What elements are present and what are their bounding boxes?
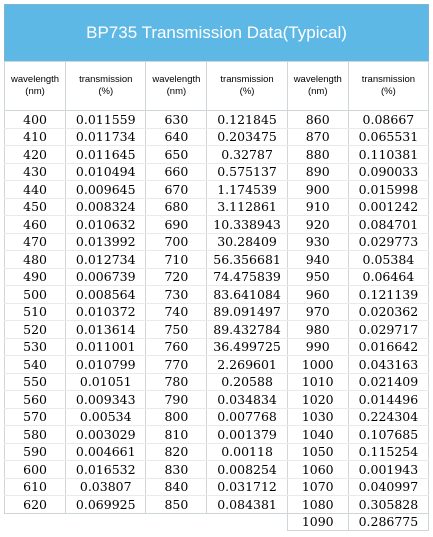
- transmission-cell: 83.641084: [207, 286, 287, 304]
- header-transmission-2: transmission (%): [207, 62, 287, 111]
- wavelength-cell: 980: [287, 321, 348, 339]
- wavelength-cell: 920: [287, 216, 348, 234]
- wavelength-cell: 930: [287, 233, 348, 251]
- wavelength-cell: 500: [5, 286, 66, 304]
- table-row: [5, 181, 429, 199]
- table-row: [5, 426, 429, 444]
- transmission-cell: 0.224304: [348, 408, 428, 426]
- wavelength-cell: 910: [287, 198, 348, 216]
- wavelength-cell: 720: [146, 268, 207, 286]
- wavelength-cell: 650: [146, 146, 207, 164]
- table-row: [5, 478, 429, 496]
- wavelength-cell: 960: [287, 286, 348, 304]
- wavelength-cell: 440: [5, 181, 66, 199]
- transmission-cell: 0.110381: [348, 146, 428, 164]
- header-transmission-1: transmission (%): [66, 62, 146, 111]
- transmission-cell: 0.203475: [207, 128, 287, 146]
- transmission-cell: 0.286775: [348, 513, 428, 531]
- transmission-cell: 0.020362: [348, 303, 428, 321]
- transmission-cell: 0.007768: [207, 408, 287, 426]
- table-row: [5, 268, 429, 286]
- wavelength-cell: 620: [5, 496, 66, 514]
- transmission-cell: 0.20588: [207, 373, 287, 391]
- wavelength-cell: 1040: [287, 426, 348, 444]
- table-row: [5, 146, 429, 164]
- empty-cell: [5, 513, 66, 531]
- wavelength-cell: 1050: [287, 443, 348, 461]
- wavelength-cell: 450: [5, 198, 66, 216]
- wavelength-cell: 870: [287, 128, 348, 146]
- table-row: [5, 356, 429, 374]
- wavelength-cell: 530: [5, 338, 66, 356]
- transmission-cell: 0.008324: [66, 198, 146, 216]
- wavelength-cell: 510: [5, 303, 66, 321]
- wavelength-cell: 680: [146, 198, 207, 216]
- transmission-cell: 0.090033: [348, 163, 428, 181]
- header-wavelength-3: wavelength (nm): [287, 62, 348, 111]
- table-row: [5, 251, 429, 269]
- table-row: [5, 443, 429, 461]
- wavelength-cell: 940: [287, 251, 348, 269]
- wavelength-cell: 1030: [287, 408, 348, 426]
- wavelength-cell: 760: [146, 338, 207, 356]
- wavelength-cell: 1060: [287, 461, 348, 479]
- transmission-cell: 0.305828: [348, 496, 428, 514]
- wavelength-cell: 610: [5, 478, 66, 496]
- wavelength-cell: 750: [146, 321, 207, 339]
- table-row: [5, 513, 429, 531]
- wavelength-cell: 990: [287, 338, 348, 356]
- wavelength-cell: 520: [5, 321, 66, 339]
- wavelength-cell: 540: [5, 356, 66, 374]
- transmission-cell: 0.084701: [348, 216, 428, 234]
- wavelength-cell: 740: [146, 303, 207, 321]
- transmission-cell: 2.269601: [207, 356, 287, 374]
- wavelength-cell: 1020: [287, 391, 348, 409]
- wavelength-cell: 850: [146, 496, 207, 514]
- wavelength-cell: 780: [146, 373, 207, 391]
- header-wavelength-1: wavelength (nm): [5, 62, 66, 111]
- transmission-cell: 0.011001: [66, 338, 146, 356]
- wavelength-cell: 480: [5, 251, 66, 269]
- transmission-cell: 0.012734: [66, 251, 146, 269]
- wavelength-cell: 770: [146, 356, 207, 374]
- transmission-cell: 0.004661: [66, 443, 146, 461]
- empty-cell: [207, 513, 287, 531]
- wavelength-cell: 630: [146, 111, 207, 129]
- wavelength-cell: 800: [146, 408, 207, 426]
- transmission-cell: 0.05384: [348, 251, 428, 269]
- table-row: [5, 163, 429, 181]
- transmission-cell: 89.091497: [207, 303, 287, 321]
- transmission-cell: 0.00534: [66, 408, 146, 426]
- transmission-table: [4, 61, 429, 531]
- transmission-cell: 0.115254: [348, 443, 428, 461]
- wavelength-cell: 460: [5, 216, 66, 234]
- wavelength-cell: 900: [287, 181, 348, 199]
- empty-cell: [146, 513, 207, 531]
- table-row: [5, 128, 429, 146]
- transmission-cell: 0.009645: [66, 181, 146, 199]
- wavelength-cell: 660: [146, 163, 207, 181]
- wavelength-cell: 550: [5, 373, 66, 391]
- wavelength-cell: 1080: [287, 496, 348, 514]
- transmission-cell: 0.011645: [66, 146, 146, 164]
- table-row: [5, 198, 429, 216]
- wavelength-cell: 420: [5, 146, 66, 164]
- transmission-cell: 0.014496: [348, 391, 428, 409]
- transmission-cell: 0.010632: [66, 216, 146, 234]
- transmission-cell: 0.32787: [207, 146, 287, 164]
- transmission-cell: 0.010372: [66, 303, 146, 321]
- transmission-cell: 56.356681: [207, 251, 287, 269]
- table-title: BP735 Transmission Data(Typical): [4, 4, 429, 61]
- transmission-cell: 0.008564: [66, 286, 146, 304]
- wavelength-cell: 820: [146, 443, 207, 461]
- transmission-cell: 10.338943: [207, 216, 287, 234]
- transmission-cell: 0.065531: [348, 128, 428, 146]
- transmission-cell: 36.499725: [207, 338, 287, 356]
- wavelength-cell: 810: [146, 426, 207, 444]
- wavelength-cell: 490: [5, 268, 66, 286]
- transmission-cell: 0.043163: [348, 356, 428, 374]
- transmission-cell: 0.00118: [207, 443, 287, 461]
- transmission-cell: 0.08667: [348, 111, 428, 129]
- wavelength-cell: 830: [146, 461, 207, 479]
- transmission-cell: 0.121845: [207, 111, 287, 129]
- transmission-cell: 0.016532: [66, 461, 146, 479]
- wavelength-cell: 1000: [287, 356, 348, 374]
- transmission-cell: 0.121139: [348, 286, 428, 304]
- transmission-cell: 74.475839: [207, 268, 287, 286]
- transmission-cell: 30.28409: [207, 233, 287, 251]
- wavelength-cell: 580: [5, 426, 66, 444]
- wavelength-cell: 790: [146, 391, 207, 409]
- wavelength-cell: 860: [287, 111, 348, 129]
- wavelength-cell: 970: [287, 303, 348, 321]
- wavelength-cell: 570: [5, 408, 66, 426]
- transmission-cell: 0.001242: [348, 198, 428, 216]
- transmission-cell: 0.069925: [66, 496, 146, 514]
- wavelength-cell: 410: [5, 128, 66, 146]
- header-transmission-3: transmission (%): [348, 62, 428, 111]
- table-row: [5, 373, 429, 391]
- table-body: [5, 111, 429, 531]
- table-row: [5, 233, 429, 251]
- table-row: [5, 408, 429, 426]
- table-row: [5, 216, 429, 234]
- transmission-data-sheet: [4, 4, 429, 531]
- table-row: [5, 391, 429, 409]
- transmission-cell: 0.015998: [348, 181, 428, 199]
- transmission-cell: 0.003029: [66, 426, 146, 444]
- wavelength-cell: 470: [5, 233, 66, 251]
- wavelength-cell: 1010: [287, 373, 348, 391]
- wavelength-cell: 400: [5, 111, 66, 129]
- transmission-cell: 1.174539: [207, 181, 287, 199]
- transmission-cell: 0.029773: [348, 233, 428, 251]
- table-row: [5, 286, 429, 304]
- header-wavelength-2: wavelength (nm): [146, 62, 207, 111]
- transmission-cell: 0.001379: [207, 426, 287, 444]
- wavelength-cell: 1070: [287, 478, 348, 496]
- wavelength-cell: 600: [5, 461, 66, 479]
- wavelength-cell: 590: [5, 443, 66, 461]
- transmission-cell: 0.021409: [348, 373, 428, 391]
- transmission-cell: 0.084381: [207, 496, 287, 514]
- wavelength-cell: 560: [5, 391, 66, 409]
- table-row: [5, 496, 429, 514]
- transmission-cell: 0.040997: [348, 478, 428, 496]
- transmission-cell: 3.112861: [207, 198, 287, 216]
- transmission-cell: 89.432784: [207, 321, 287, 339]
- transmission-cell: 0.001943: [348, 461, 428, 479]
- table-row: [5, 303, 429, 321]
- wavelength-cell: 670: [146, 181, 207, 199]
- wavelength-cell: 840: [146, 478, 207, 496]
- wavelength-cell: 430: [5, 163, 66, 181]
- wavelength-cell: 710: [146, 251, 207, 269]
- transmission-cell: 0.013992: [66, 233, 146, 251]
- transmission-cell: 0.03807: [66, 478, 146, 496]
- wavelength-cell: 730: [146, 286, 207, 304]
- table-row: [5, 321, 429, 339]
- transmission-cell: 0.011559: [66, 111, 146, 129]
- transmission-cell: 0.008254: [207, 461, 287, 479]
- wavelength-cell: 640: [146, 128, 207, 146]
- transmission-cell: 0.107685: [348, 426, 428, 444]
- transmission-cell: 0.06464: [348, 268, 428, 286]
- transmission-cell: 0.029717: [348, 321, 428, 339]
- wavelength-cell: 690: [146, 216, 207, 234]
- transmission-cell: 0.006739: [66, 268, 146, 286]
- transmission-cell: 0.011734: [66, 128, 146, 146]
- transmission-cell: 0.016642: [348, 338, 428, 356]
- table-row: [5, 338, 429, 356]
- wavelength-cell: 890: [287, 163, 348, 181]
- wavelength-cell: 950: [287, 268, 348, 286]
- wavelength-cell: 880: [287, 146, 348, 164]
- transmission-cell: 0.010799: [66, 356, 146, 374]
- empty-cell: [66, 513, 146, 531]
- header-row: [5, 62, 429, 111]
- wavelength-cell: 1090: [287, 513, 348, 531]
- transmission-cell: 0.575137: [207, 163, 287, 181]
- transmission-cell: 0.031712: [207, 478, 287, 496]
- table-row: [5, 461, 429, 479]
- transmission-cell: 0.009343: [66, 391, 146, 409]
- transmission-cell: 0.01051: [66, 373, 146, 391]
- transmission-cell: 0.034834: [207, 391, 287, 409]
- wavelength-cell: 700: [146, 233, 207, 251]
- transmission-cell: 0.010494: [66, 163, 146, 181]
- transmission-cell: 0.013614: [66, 321, 146, 339]
- table-row: [5, 111, 429, 129]
